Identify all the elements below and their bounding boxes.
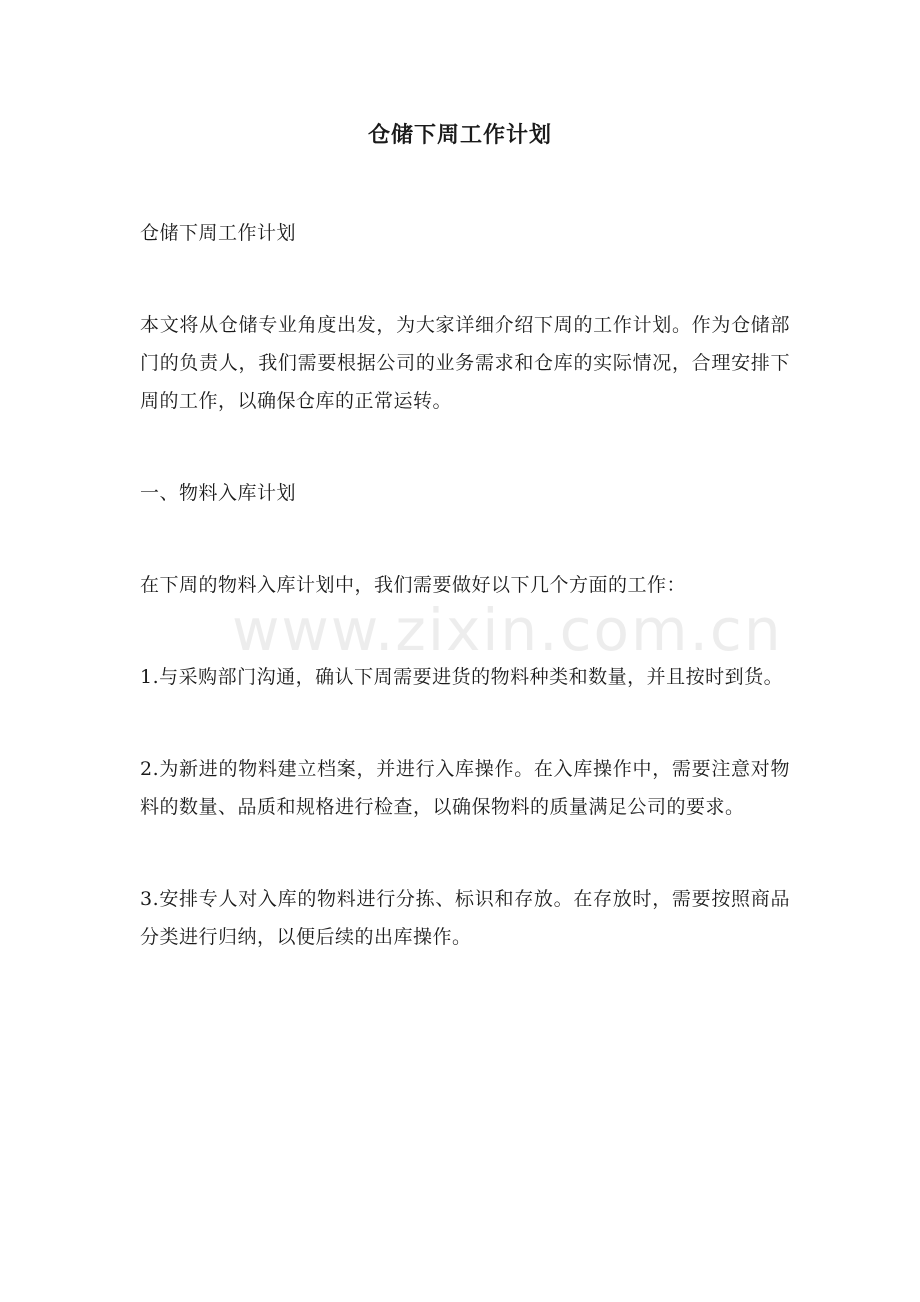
section-intro-paragraph: 在下周的物料入库计划中，我们需要做好以下几个方面的工作： — [140, 574, 687, 596]
intro-paragraph: 本文将从仓储专业角度出发，为大家详细介绍下周的工作计划。作为仓储部门的负责人，我们需要根据公司的业务需求和仓库的实际情况，合理安排下周的工作，以确保仓库的正常运转。 — [140, 314, 790, 412]
watermark: www.zixin.com.cn — [232, 596, 783, 664]
list-item-2: 2.为新进的物料建立档案，并进行入库操作。在入库操作中，需要注意对物料的数量、品质和规格进行检查，以确保物料的质量满足公司的要求。 — [140, 758, 790, 818]
section-heading: 一、物料入库计划 — [140, 482, 297, 504]
subtitle-paragraph: 仓储下周工作计划 — [140, 222, 297, 244]
list-item-1: 1.与采购部门沟通，确认下周需要进货的物料种类和数量，并且按时到货。 — [140, 666, 784, 688]
document-title: 仓储下周工作计划 — [367, 122, 552, 148]
list-item-3: 3.安排专人对入库的物料进行分拣、标识和存放。在存放时，需要按照商品分类进行归纳，以便后续的出库操作。 — [140, 888, 790, 948]
document-body — [140, 214, 790, 1010]
